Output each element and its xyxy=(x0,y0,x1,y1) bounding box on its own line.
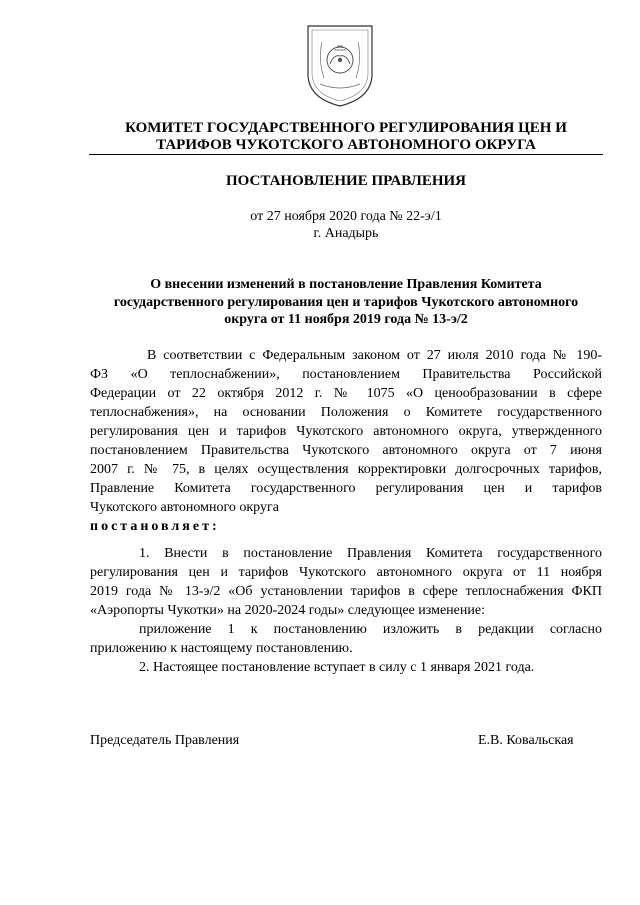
signatory-title: Председатель Правления xyxy=(90,733,240,748)
document-date-number: от 27 ноября 2020 года № 22-э/1 xyxy=(250,209,442,224)
preamble-line: Федерации от 22 октября 2012 г. № 1075 «О ценообразовании в сфере xyxy=(90,386,602,401)
item-1-line: «Аэропорты Чукотки» на 2020-2024 годы» следующее изменение: xyxy=(90,603,485,618)
item-1-line: регулирования цен и тарифов Чукотского автономного округа от 11 ноября xyxy=(90,565,602,580)
item-1-sub-line: приложение 1 к постановлению изложить в редакции согласно xyxy=(139,622,602,637)
item-1-line: 1. Внести в постановление Правления Комитета государственного xyxy=(139,546,602,561)
header-divider xyxy=(89,154,603,155)
subject-line: государственного регулирования цен и тарифов Чукотского автономного xyxy=(113,294,579,310)
item-1-sub-line: приложению к настоящему постановлению. xyxy=(90,641,353,656)
preamble-line: В соответствии с Федеральным законом от 27 июля 2010 года № 190- xyxy=(147,348,602,363)
issuer-name-line-2: ТАРИФОВ ЧУКОТСКОГО АВТОНОМНОГО ОКРУГА xyxy=(156,137,536,153)
preamble-line: 2007 г. № 75, в целях осуществления корректировки долгосрочных тарифов, xyxy=(90,462,602,477)
item-2-line: 2. Настоящее постановление вступает в силу с 1 января 2021 года. xyxy=(139,660,535,675)
subject-line: О внесении изменений в постановление Правления Комитета xyxy=(150,277,542,292)
preamble-line: Чукотского автономного округа xyxy=(90,500,279,515)
issuer-name-line-1: КОМИТЕТ ГОСУДАРСТВЕННОГО РЕГУЛИРОВАНИЯ ЦЕН И xyxy=(125,120,567,136)
preamble-line: теплоснабжения», на основании Положения о Комитете государственного xyxy=(90,405,602,420)
preamble-line: ФЗ «О теплоснабжении», постановлением Правительства Российской xyxy=(90,367,602,382)
preamble-line: постановлением Правительства Чукотского автономного округа от 7 июня xyxy=(90,443,602,458)
document-type: ПОСТАНОВЛЕНИЕ ПРАВЛЕНИЯ xyxy=(225,173,466,189)
preamble-line: Правление Комитета государственного регулирования цен и тарифов xyxy=(90,481,602,496)
coat-of-arms-emblem xyxy=(304,20,376,108)
signatory-name: Е.В. Ковальская xyxy=(478,733,574,748)
resolves-keyword: постановляет: xyxy=(90,519,220,534)
item-1-line: 2019 года № 13-э/2 «Об установлении тарифов в сфере теплоснабжения ФКП xyxy=(90,584,602,599)
preamble-line: регулирования цен и тарифов Чукотского автономного округа, утвержденного xyxy=(90,424,602,439)
document-city: г. Анадырь xyxy=(313,226,379,241)
subject-line: округа от 11 ноября 2019 года № 13-э/2 xyxy=(224,312,468,328)
